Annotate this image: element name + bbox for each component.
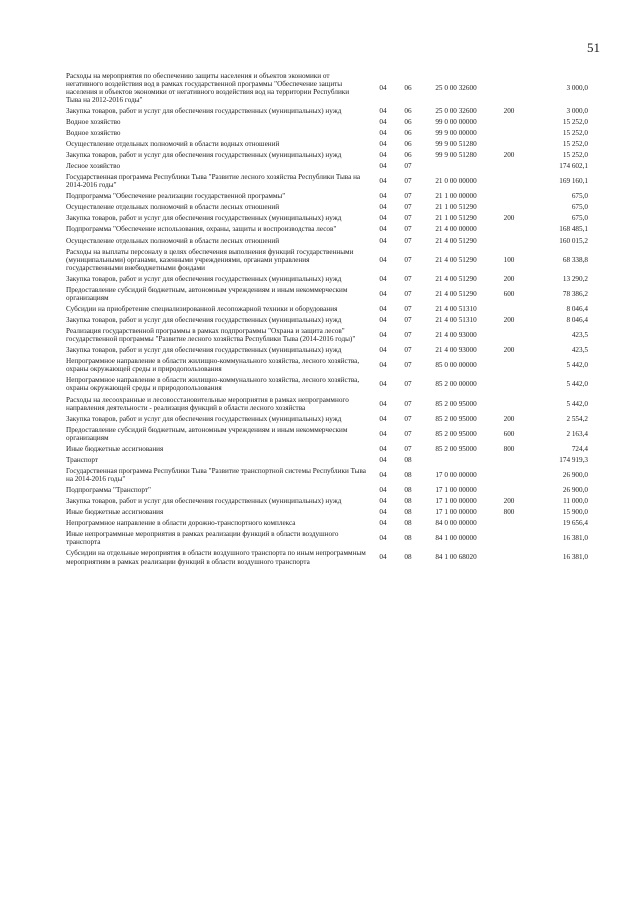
row-name: Расходы на лесоохранные и лесовосстановительные мероприятия в рамках непрограммного направления деятельности - реализация функций в области лесного хозяйства [66,395,349,412]
row-amount: 174 602,1 [559,162,588,171]
row-amount: 68 338,8 [562,255,588,264]
row-subsection: 07 [404,429,412,438]
row-section: 04 [379,162,387,171]
row-target-article: 21 4 00 00000 [435,225,477,234]
row-amount: 19 656,4 [562,519,588,528]
row-amount: 78 386,2 [562,289,588,298]
row-expense-type [492,191,526,202]
table-row [66,345,588,356]
row-section: 04 [379,534,387,543]
row-amount: 423,5 [571,346,588,355]
row-section: 04 [379,361,387,370]
row-subsection: 07 [404,346,412,355]
row-expense-type [492,172,526,191]
row-name: Государственная программа Республики Тыва "Развитие лесного хозяйства Республики Тыва на 2014-2016 годы" [66,173,361,190]
table-row [66,138,588,149]
row-subsection: 08 [404,455,412,464]
row-subsection: 07 [404,380,412,389]
row-section: 04 [379,380,387,389]
row-target-article: 99 9 00 00000 [435,128,477,137]
table-row [66,213,588,224]
table-row [66,246,588,273]
row-subsection: 07 [404,399,412,408]
row-expense-type [492,356,526,375]
row-name: Предоставление субсидий бюджетным, автономным учреждениям и иным некоммерческим организациям [66,285,348,302]
table-row [66,548,588,567]
table-row [66,224,588,235]
row-subsection: 07 [404,162,412,171]
row-section: 04 [379,346,387,355]
row-expense-type [492,235,526,246]
table-row [66,70,588,105]
row-target-article: 21 4 00 93000 [435,331,477,340]
row-target-article: 25 0 00 32600 [435,83,477,92]
row-amount: 15 252,0 [562,117,588,126]
row-section: 04 [379,214,387,223]
row-subsection: 06 [404,83,412,92]
row-name: Транспорт [66,455,99,464]
row-section: 04 [379,236,387,245]
row-subsection: 06 [404,151,412,159]
row-subsection: 06 [404,117,412,126]
table-row [66,413,588,424]
table-row [66,507,588,518]
table-row [66,284,588,303]
table-row [66,105,588,116]
row-subsection: 08 [404,553,412,562]
row-target-article: 85 2 00 95000 [435,414,477,423]
row-subsection: 06 [404,106,412,115]
row-amount: 26 900,0 [562,486,588,495]
row-expense-type [492,394,526,413]
budget-table [66,70,588,567]
row-amount: 8 046,4 [566,316,588,324]
row-section: 04 [379,497,387,506]
table-row [66,191,588,202]
row-target-article: 17 1 00 00000 [435,497,477,506]
row-name: Закупка товаров, работ и услуг для обеспечения государственных (муниципальных) нужд [66,214,342,223]
row-amount: 160 015,2 [559,236,588,245]
row-amount: 724,4 [571,444,588,453]
row-expense-type: 800 [503,508,515,517]
row-expense-type [492,224,526,235]
row-subsection: 08 [404,470,412,479]
row-amount: 15 900,0 [562,508,588,517]
row-expense-type: 200 [503,151,515,159]
row-amount: 8 046,4 [566,304,588,313]
row-name: Водное хозяйство [66,128,121,137]
row-section: 04 [379,128,387,137]
row-section: 04 [379,470,387,479]
row-name: Расходы на выплаты персоналу в целях обеспечения выполнения функций государственными (муниципальными) органами, казенными учреждениями, органами управления государственными внебюджетными фондами [66,247,354,272]
row-section: 04 [379,508,387,517]
row-amount: 16 381,0 [562,534,588,543]
row-target-article: 85 2 00 95000 [435,444,477,453]
row-section: 04 [379,151,387,159]
row-amount: 675,0 [571,214,588,223]
row-target-article: 85 2 00 95000 [435,429,477,438]
row-section: 04 [379,106,387,115]
row-name: Закупка товаров, работ и услуг для обеспечения государственных (муниципальных) нужд [66,497,342,506]
row-amount: 15 252,0 [562,151,588,159]
row-expense-type [492,518,526,529]
row-name: Закупка товаров, работ и услуг для обеспечения государственных (муниципальных) нужд [66,414,342,423]
row-target-article [420,454,492,465]
row-section: 04 [379,414,387,423]
row-target-article: 21 0 00 00000 [435,177,477,186]
row-section: 04 [379,177,387,186]
row-expense-type: 200 [503,214,515,223]
row-expense-type [492,127,526,138]
row-subsection: 07 [404,304,412,313]
row-name: Иные непрограммные мероприятия в рамках реализации функций в области воздушного транспорта [66,530,339,547]
row-target-article: 17 1 00 00000 [435,486,477,495]
row-expense-type: 200 [503,497,515,506]
row-name: Расходы на мероприятия по обеспечению защиты населения и объектов экономики от негативного воздействия вод в рамках государственной программы "Обеспечение защиты населения и объектов экономики от негативного воздействия вод на территории Республики Тыва на 2012-2016 годы" [66,71,350,104]
row-name: Предоставление субсидий бюджетным, автономным учреждениям и иным некоммерческим организациям [66,425,348,442]
row-target-article: 84 1 00 00000 [435,534,477,543]
row-target-article: 85 2 00 95000 [435,399,477,408]
row-name: Подпрограмма "Транспорт" [66,486,151,495]
row-name: Закупка товаров, работ и услуг для обеспечения государственных (муниципальных) нужд [66,346,342,355]
table-row [66,235,588,246]
row-name: Иные бюджетные ассигнования [66,508,164,517]
table-row [66,161,588,172]
table-row [66,465,588,484]
row-expense-type [492,202,526,213]
row-target-article: 21 1 00 51290 [435,203,477,212]
row-amount: 2 554,2 [566,414,588,423]
row-name: Осуществление отдельных полномочий в области водных отношений [66,139,280,148]
row-name: Подпрограмма "Обеспечение реализации государственной программы" [66,192,286,201]
row-expense-type [492,529,526,548]
row-section: 04 [379,203,387,212]
row-target-article: 21 4 00 51290 [435,236,477,245]
row-section: 04 [379,331,387,340]
row-name: Осуществление отдельных полномочий в области лесных отношений [66,203,280,212]
row-amount: 15 252,0 [562,139,588,148]
table-row [66,496,588,507]
row-name: Субсидии на отдельные мероприятия в области воздушного транспорта по иным непрограммным мероприятиям в рамках реализации функций в области воздушного транспорта [66,549,366,566]
row-expense-type: 800 [503,444,515,453]
row-name: Подпрограмма "Обеспечение использования, охраны, защиты и воспроизводства лесов" [66,225,337,234]
row-target-article: 85 2 00 00000 [435,380,477,389]
row-expense-type [492,161,526,172]
row-expense-type: 200 [503,106,515,115]
row-expense-type [492,454,526,465]
row-subsection: 07 [404,192,412,201]
row-target-article: 21 4 00 51310 [435,304,477,313]
table-row [66,529,588,548]
row-subsection: 07 [404,255,412,264]
row-expense-type [492,116,526,127]
row-amount: 169 160,1 [559,177,588,186]
row-expense-type [492,138,526,149]
row-section: 04 [379,399,387,408]
row-section: 04 [379,192,387,201]
row-amount: 5 442,0 [566,361,588,370]
row-subsection: 07 [404,177,412,186]
row-section: 04 [379,225,387,234]
row-amount: 15 252,0 [562,128,588,137]
row-expense-type: 600 [503,429,515,438]
page-number: 51 [587,40,600,55]
table-row [66,394,588,413]
row-section: 04 [379,444,387,453]
row-target-article: 21 1 00 00000 [435,192,477,201]
row-amount: 13 290,2 [562,274,588,283]
row-name: Реализация государственной программы в рамках подпрограммы "Охрана и защита лесов" государственной программы "Развитие лесного хозяйства Республики Тыва (2014-2016 годы)" [66,327,356,344]
row-amount: 174 919,3 [559,455,588,464]
row-name: Иные бюджетные ассигнования [66,444,164,453]
row-expense-type [492,375,526,394]
row-amount: 168 485,1 [559,225,588,234]
row-subsection: 07 [404,444,412,453]
row-name: Осуществление отдельных полномочий в области лесных отношений [66,236,280,245]
row-target-article: 99 9 00 51280 [435,151,477,159]
row-name: Закупка товаров, работ и услуг для обеспечения государственных (муниципальных) нужд [66,151,342,159]
row-target-article: 21 4 00 51290 [435,289,477,298]
row-expense-type: 600 [503,289,515,298]
row-target-article: 21 4 00 51290 [435,274,477,283]
row-expense-type [492,548,526,567]
table-row [66,150,588,161]
row-expense-type: 200 [503,346,515,355]
row-amount: 675,0 [571,192,588,201]
row-expense-type [492,485,526,496]
row-subsection: 07 [404,289,412,298]
row-section: 04 [379,455,387,464]
row-target-article: 84 0 00 00000 [435,519,477,528]
row-name: Закупка товаров, работ и услуг для обеспечения государственных (муниципальных) нужд [66,316,342,324]
row-section: 04 [379,274,387,283]
table-row [66,273,588,284]
row-amount: 5 442,0 [566,380,588,389]
row-subsection: 06 [404,139,412,148]
table-row [66,303,588,314]
row-expense-type: 100 [503,255,515,264]
row-expense-type [492,70,526,105]
row-target-article: 99 9 00 51280 [435,139,477,148]
table-row [66,172,588,191]
row-expense-type: 200 [503,414,515,423]
row-target-article: 85 0 00 00000 [435,361,477,370]
row-name: Непрограммное направление в области дорожно-транспортного комплекса [66,519,296,528]
table-row [66,202,588,213]
row-target-article: 17 1 00 00000 [435,508,477,517]
row-subsection: 07 [404,203,412,212]
table-row [66,326,588,345]
row-subsection: 07 [404,214,412,223]
table-row [66,116,588,127]
row-target-article: 99 0 00 00000 [435,117,477,126]
row-target-article: 17 0 00 00000 [435,470,477,479]
table-row [66,518,588,529]
row-target-article: 21 4 00 93000 [435,346,477,355]
row-amount: 11 000,0 [563,497,588,506]
row-amount: 16 381,0 [562,553,588,562]
row-subsection: 07 [404,236,412,245]
row-subsection: 06 [404,128,412,137]
row-subsection: 08 [404,519,412,528]
row-target-article: 21 4 00 51310 [435,316,477,324]
row-target-article: 84 1 00 68020 [435,553,477,562]
row-amount: 675,0 [571,203,588,212]
table-row [66,485,588,496]
row-target-article: 25 0 00 32600 [435,106,477,115]
row-name: Лесное хозяйство [66,162,121,171]
row-section: 04 [379,316,387,324]
row-subsection: 07 [404,225,412,234]
row-name: Непрограммное направление в области жилищно-коммунального хозяйства, лесного хозяйства, охраны окружающей среды и природопользования [66,376,360,393]
row-target-article [420,161,492,172]
table-row [66,127,588,138]
row-section: 04 [379,486,387,495]
row-expense-type [492,326,526,345]
budget-table-body [66,70,588,567]
row-subsection: 07 [404,414,412,423]
row-subsection: 07 [404,316,412,324]
table-row [66,315,588,326]
row-name: Субсидии на приобретение специализированной лесопожарной техники и оборудования [66,304,338,313]
table-row [66,356,588,375]
row-section: 04 [379,83,387,92]
row-subsection: 08 [404,486,412,495]
row-subsection: 07 [404,361,412,370]
table-row [66,375,588,394]
table-row [66,443,588,454]
row-name: Закупка товаров, работ и услуг для обеспечения государственных (муниципальных) нужд [66,106,342,115]
row-expense-type [492,465,526,484]
row-target-article: 21 1 00 51290 [435,214,477,223]
row-section: 04 [379,304,387,313]
row-section: 04 [379,289,387,298]
row-amount: 423,5 [571,331,588,340]
row-amount: 3 000,0 [566,106,588,115]
row-name: Непрограммное направление в области жилищно-коммунального хозяйства, лесного хозяйства, охраны окружающей среды и природопользования [66,357,360,374]
row-section: 04 [379,255,387,264]
row-expense-type [492,303,526,314]
row-target-article: 21 4 00 51290 [435,255,477,264]
row-subsection: 07 [404,331,412,340]
row-section: 04 [379,139,387,148]
row-expense-type: 200 [503,316,515,324]
row-expense-type: 200 [503,274,515,283]
row-section: 04 [379,429,387,438]
row-amount: 2 163,4 [566,429,588,438]
row-amount: 5 442,0 [566,399,588,408]
row-section: 04 [379,519,387,528]
row-amount: 3 000,0 [566,83,588,92]
row-section: 04 [379,117,387,126]
row-amount: 26 900,0 [562,470,588,479]
row-subsection: 08 [404,534,412,543]
row-subsection: 08 [404,508,412,517]
row-name: Водное хозяйство [66,117,121,126]
row-name: Закупка товаров, работ и услуг для обеспечения государственных (муниципальных) нужд [66,274,342,283]
row-subsection: 08 [404,497,412,506]
row-section: 04 [379,553,387,562]
table-row [66,424,588,443]
row-name: Государственная программа Республики Тыва "Развитие транспортной системы Республики Тыва на 2014-2016 годы" [66,466,366,483]
row-subsection: 07 [404,274,412,283]
table-row [66,454,588,465]
